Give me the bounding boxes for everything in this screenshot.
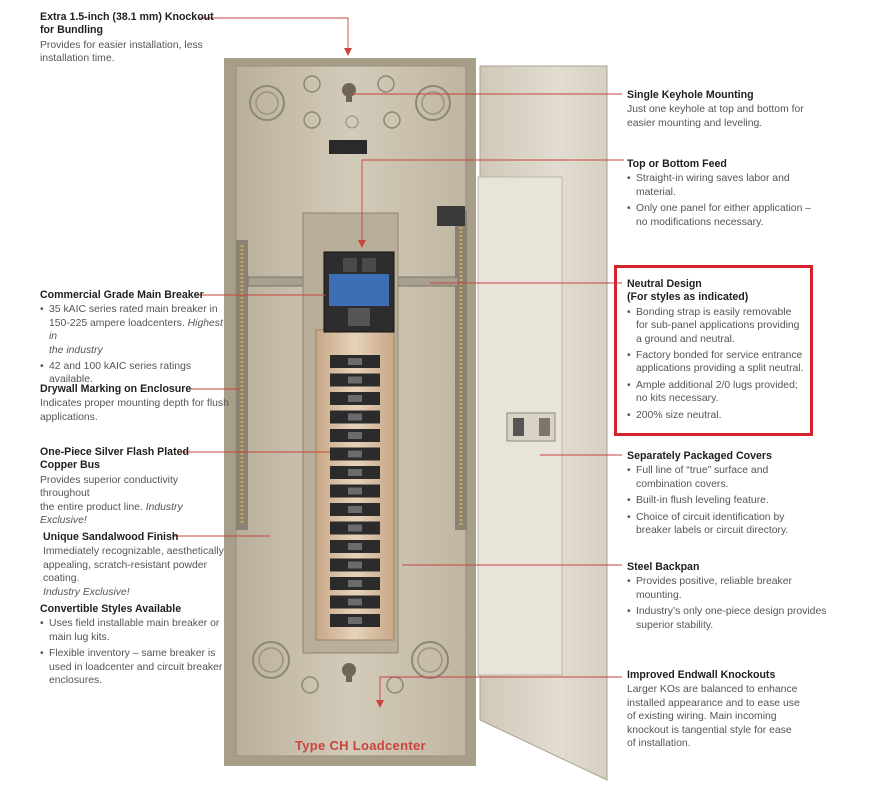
callout-convertible (40, 603, 230, 690)
callout-drywall (40, 383, 230, 424)
callout-convertible-title: Convertible Styles Available (40, 603, 182, 615)
breaker-toggle (348, 488, 362, 495)
callout-neutral-title: Neutral Design (For styles as indicated) (627, 278, 749, 304)
callout-covers (627, 450, 827, 540)
list-item: • Bonding strap is easily removable for sub-panel applications providing a ground and neutral. (627, 306, 812, 346)
list-item: • Flexible inventory – same breaker is used in loadcenter and circuit breaker enclosures. (40, 647, 230, 687)
callout-copper-bus-desc: Provides superior conductivity throughout the entire product line. Industry Exclusive! (40, 474, 183, 527)
list-item: • Provides positive, reliable breaker mounting. (627, 575, 837, 602)
callout-main-breaker (40, 289, 230, 390)
callout-drywall-title: Drywall Marking on Enclosure (40, 383, 192, 395)
callout-backpan-list (627, 575, 837, 632)
list-item: • Choice of circuit identification by breaker labels or circuit directory. (627, 511, 827, 538)
callout-sandalwood (43, 531, 233, 599)
list-item: • Full line of “true” surface and combination covers. (627, 464, 827, 491)
callout-backpan-title: Steel Backpan (627, 561, 700, 573)
callout-keyhole-desc: Just one keyhole at top and bottom for easier mounting and leveling. (627, 104, 804, 129)
list-item: • 35 kAIC series rated main breaker in 150-225 ampere loadcenters. Highest in the industry (40, 303, 230, 357)
callout-feed-title: Top or Bottom Feed (627, 158, 727, 170)
list-item: • Industry’s only one-piece design provides superior stability. (627, 605, 837, 632)
breaker-toggle (348, 506, 362, 513)
list-item: • 42 and 100 kAIC series ratings available. (40, 360, 230, 387)
callout-copper-bus (40, 446, 230, 527)
callout-knockout-title: Extra 1.5-inch (38.1 mm) Knockout for Bundling (40, 11, 214, 37)
callout-sandalwood-desc: Immediately recognizable, aesthetically appealing, scratch-resistant powder coating. Industry Exclusive! (43, 546, 224, 598)
list-item: • Straight-in wiring saves labor and material. (627, 172, 827, 199)
callout-covers-title: Separately Packaged Covers (627, 450, 772, 462)
callout-keyhole-title: Single Keyhole Mounting (627, 89, 754, 101)
breaker-toggle (348, 469, 362, 476)
callout-backpan (627, 561, 837, 635)
breaker-toggle (348, 414, 362, 421)
list-item: • Only one panel for either application – no modifications necessary. (627, 202, 827, 229)
callout-copper-bus-title: One-Piece Silver Flash Plated Copper Bus (40, 446, 189, 472)
callout-knockout-desc: Provides for easier installation, less installation time. (40, 39, 203, 65)
breaker-toggle (348, 580, 362, 587)
callout-keyhole (627, 89, 827, 130)
breaker-toggle (348, 432, 362, 439)
list-item: • Factory bonded for service entrance applications providing a split neutral. (627, 349, 812, 376)
breaker-stack (330, 355, 380, 627)
list-item: • Built-in flush leveling feature. (627, 494, 827, 507)
figure-caption: Type CH Loadcenter (295, 738, 426, 753)
callout-covers-list (627, 464, 827, 537)
callout-endwall (627, 669, 827, 750)
callout-drywall-desc: Indicates proper mounting depth for flush applications. (40, 398, 229, 423)
breaker-toggle (348, 358, 362, 365)
list-item: • Ample additional 2/0 lugs provided; no kits necessary. (627, 379, 812, 406)
callout-endwall-title: Improved Endwall Knockouts (627, 669, 776, 681)
breaker-toggle (348, 525, 362, 532)
callout-sandalwood-title: Unique Sandalwood Finish (43, 531, 179, 543)
callout-feed-list (627, 172, 827, 229)
list-item: • Uses field installable main breaker or main lug kits. (40, 617, 230, 644)
label-plate (329, 140, 367, 154)
list-item: • 200% size neutral. (627, 409, 812, 422)
breaker-toggle (348, 562, 362, 569)
callout-neutral-list (627, 306, 812, 422)
callout-knockout (40, 11, 240, 66)
breaker-toggle (348, 543, 362, 550)
breaker-toggle (348, 377, 362, 384)
callout-neutral (627, 278, 812, 425)
breaker-toggle (348, 617, 362, 624)
callout-main-breaker-title: Commercial Grade Main Breaker (40, 289, 204, 301)
latch-icon (513, 418, 524, 436)
callout-convertible-list (40, 617, 230, 687)
callout-endwall-desc: Larger KOs are balanced to enhance installed appearance and to ease use of existing wiring. Main incoming knockout is tangential style for ease of installation. (627, 684, 800, 750)
breaker-toggle (348, 451, 362, 458)
panel-cover (478, 66, 607, 780)
breaker-toggle (348, 395, 362, 402)
callout-main-breaker-list (40, 303, 230, 386)
breaker-toggle (348, 599, 362, 606)
callout-feed (627, 158, 827, 232)
